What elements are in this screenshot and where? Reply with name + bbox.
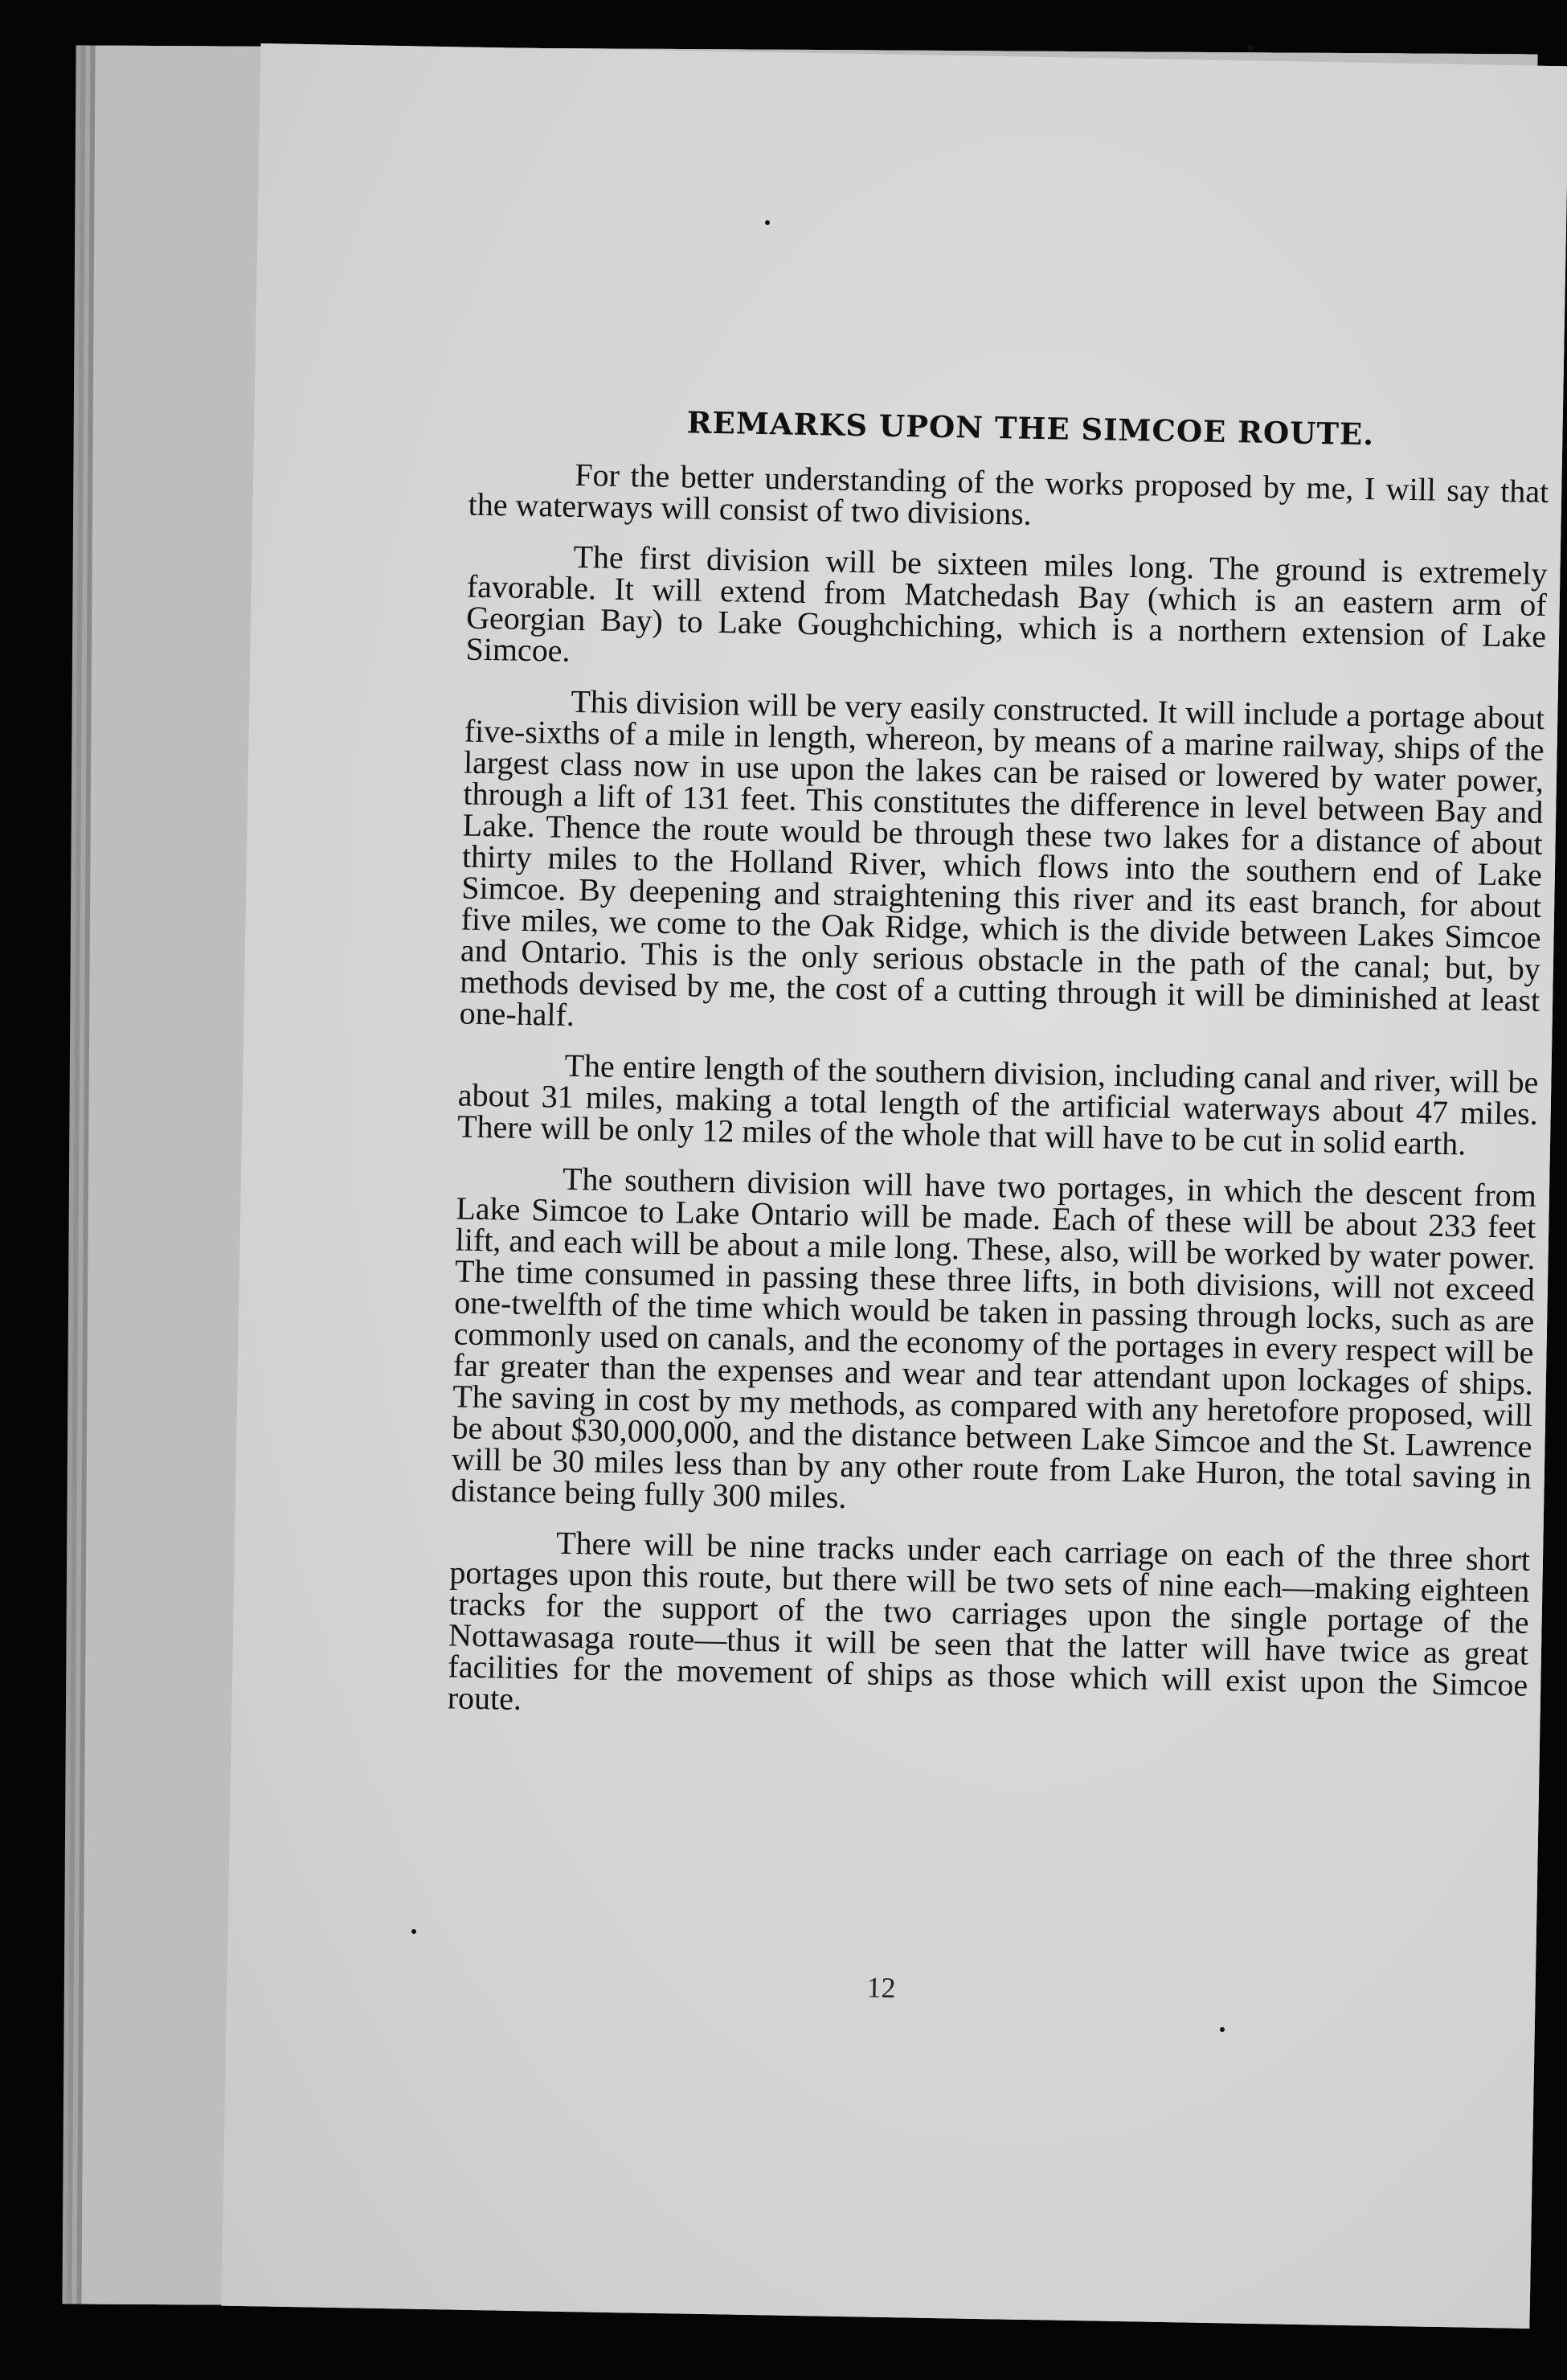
- scan-speck: [1247, 45, 1254, 51]
- page-number: 12: [866, 1971, 896, 2005]
- paragraph-2: The first division will be sixteen miles long. The ground is extremely favorable. It will extend from Matchedash Bay (which is an eastern arm of Georgian Bay) to Lake Goughchiching, which is a northern extension of Lake Simcoe.: [465, 538, 1548, 669]
- scan-speck: [765, 220, 770, 225]
- body-text: [447, 457, 1549, 1751]
- paragraph-4: The entire length of the southern division, including canal and river, will be about 31 miles, making a total length of the artificial waterways about 47 miles. There will be only 12 miles of the whole that will have to be cut in solid earth.: [456, 1047, 1539, 1162]
- scan-speck: [411, 1929, 416, 1934]
- paragraph-5: The southern division will have two portages, in which the descent from Lake Simcoe to Lake Ontario will be made. Each of these will be about 233 feet lift, and each will be about a mile long. These, also, will be worked by water power. The time consumed in passing these three lifts, in both divisions, will not exceed one-twelfth of the time which would be taken in passing through locks, such as are commonly used on canals, and the economy of the portages in every respect will be far greater than the expenses and wear and tear attendant upon lockages of ships. The saving in cost by my methods, as compared with any heretofore proposed, will be about $30,000,000, and the distance between Lake Simcoe and the St. Lawrence will be 30 miles less than by any other route from Lake Huron, the total saving in distance being fully 300 miles.: [450, 1160, 1537, 1515]
- document-page: [222, 43, 1567, 2329]
- page-heading: REMARKS UPON THE SIMCOE ROUTE.: [686, 404, 1375, 453]
- paragraph-3: This division will be very easily constructed. It will include a portage about five-sixths of a mile in length, whereon, by means of a marine railway, ships of the largest class now in use upon the lakes can be raised or lowered by water power, through a lift of 131 feet. This constitutes the difference in level between Bay and Lake. Thence the route would be through these two lakes for a distance of about thirty miles to the Holland River, which flows into the southern end of Lake Simcoe. By deepening and straightening this river and its east branch, for about five miles, we come to the Oak Ridge, which is the divide between Lakes Simcoe and Ontario. This is the only serious obstacle in the path of the canal; but, by methods devised by me, the cost of a cutting through it will be diminished at least one-half.: [459, 682, 1545, 1033]
- paragraph-1: For the better understanding of the works proposed by me, I will say that the waterways will consist of two divisions.: [468, 456, 1549, 532]
- paragraph-6: There will be nine tracks under each carriage on each of the three short portages upon this route, but there will be two sets of nine each—making eighteen tracks for the support of the two carriages upon the single portage of the Nottawasaga route—thus it will be seen that the latter will have twice as great facilities for the movement of ships as those which will exist upon the Simcoe route.: [447, 1524, 1531, 1717]
- scan-speck: [1220, 2027, 1225, 2032]
